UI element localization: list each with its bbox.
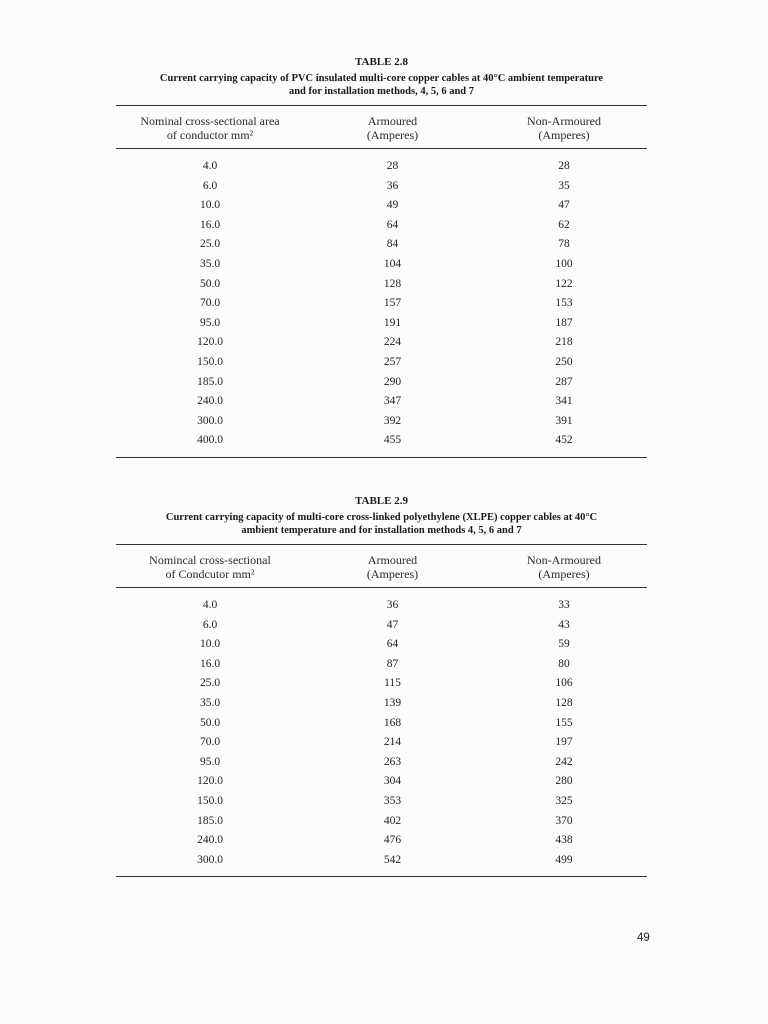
cell-non-armoured: 43 — [558, 618, 570, 631]
cell-area: 400.0 — [197, 434, 223, 447]
cell-area: 120.0 — [197, 336, 223, 349]
cell-armoured: 157 — [383, 297, 402, 310]
cell-area: 240.0 — [197, 834, 223, 847]
table-row — [116, 733, 647, 753]
cell-area: 150.0 — [197, 794, 223, 807]
cell-armoured: 28 — [386, 160, 399, 172]
cell-non-armoured: 499 — [555, 853, 573, 866]
table-row — [116, 431, 647, 451]
table-row — [116, 616, 647, 636]
table-row — [116, 655, 647, 675]
table-row — [116, 412, 647, 432]
cell-area: 35.0 — [199, 696, 221, 709]
table-row — [116, 812, 647, 832]
table-row — [116, 694, 647, 714]
table-row — [116, 831, 647, 851]
table-row — [116, 635, 647, 655]
cell-non-armoured: 325 — [555, 794, 573, 807]
caption-line-1: Current carrying capacity of PVC insulated multi-core copper cables at 40°C ambient temperature — [159, 73, 604, 84]
cell-armoured: 36 — [386, 179, 399, 192]
table-row — [116, 851, 647, 871]
cell-non-armoured: 287 — [555, 375, 573, 388]
table-caption — [116, 72, 647, 98]
cell-non-armoured: 438 — [555, 834, 573, 847]
cell-armoured: 353 — [383, 794, 402, 807]
table-row — [116, 353, 647, 373]
cell-non-armoured: 187 — [555, 316, 573, 329]
table-header — [116, 545, 647, 587]
cell-non-armoured: 80 — [558, 657, 570, 670]
cell-armoured: 304 — [383, 775, 402, 788]
page-number: 49 — [637, 932, 650, 944]
cell-non-armoured: 155 — [555, 716, 573, 729]
cell-armoured: 191 — [383, 316, 402, 329]
cell-non-armoured: 391 — [555, 414, 573, 427]
cell-area: 35.0 — [199, 257, 221, 270]
table-body — [116, 588, 647, 876]
cell-armoured: 128 — [383, 277, 402, 290]
header-non-armoured: Non-Armoured (Amperes) — [527, 553, 601, 581]
cell-armoured: 49 — [386, 199, 399, 212]
header-area: Nomincal cross-sectional of Condcutor mm² — [149, 553, 271, 581]
cell-non-armoured: 250 — [555, 355, 573, 368]
cell-armoured: 64 — [386, 638, 399, 651]
cell-non-armoured: 35 — [558, 179, 570, 192]
cell-area: 16.0 — [199, 218, 221, 231]
cell-area: 185.0 — [197, 375, 223, 388]
cell-area: 95.0 — [199, 316, 221, 329]
cell-area: 150.0 — [197, 355, 223, 368]
cell-armoured: 47 — [386, 618, 399, 631]
cell-armoured: 224 — [383, 336, 402, 349]
cell-armoured: 347 — [383, 395, 402, 408]
cell-non-armoured: 62 — [558, 218, 570, 231]
table-2-8-block — [116, 55, 647, 458]
cell-armoured: 36 — [386, 599, 399, 611]
cell-armoured: 214 — [383, 736, 402, 749]
bottom-rule — [116, 876, 647, 877]
cell-non-armoured: 242 — [555, 755, 573, 768]
cell-armoured: 115 — [384, 677, 401, 690]
cell-armoured: 402 — [383, 814, 402, 827]
table-row — [116, 772, 647, 792]
cell-area: 95.0 — [199, 755, 221, 768]
table-row — [116, 314, 647, 334]
cell-area: 50.0 — [199, 716, 221, 729]
cell-non-armoured: 78 — [558, 238, 570, 251]
caption-line-2: ambient temperature and for installation methods 4, 5, 6 and 7 — [241, 525, 522, 536]
cell-area: 4.0 — [202, 160, 218, 172]
cell-armoured: 84 — [386, 238, 399, 251]
bottom-rule — [116, 457, 647, 458]
cell-armoured: 455 — [383, 434, 402, 447]
cell-armoured: 104 — [383, 257, 402, 270]
cell-non-armoured: 128 — [555, 696, 573, 709]
cell-non-armoured: 33 — [558, 599, 570, 611]
table-row — [116, 373, 647, 393]
cell-non-armoured: 280 — [555, 775, 573, 788]
cell-area: 4.0 — [202, 599, 218, 611]
cell-non-armoured: 218 — [555, 336, 573, 349]
caption-line-2: and for installation methods, 4, 5, 6 and 7 — [288, 86, 475, 97]
cell-area: 10.0 — [199, 199, 221, 212]
table-row — [116, 674, 647, 694]
cell-armoured: 290 — [383, 375, 402, 388]
table-row — [116, 333, 647, 353]
cell-area: 25.0 — [199, 238, 221, 251]
header-armoured: Armoured (Amperes) — [366, 114, 419, 142]
table-row — [116, 294, 647, 314]
table-body — [116, 149, 647, 457]
cell-non-armoured: 452 — [555, 434, 573, 447]
cell-armoured: 168 — [383, 716, 402, 729]
table-row — [116, 596, 647, 616]
table-2-9-block — [116, 494, 647, 877]
table-row — [116, 392, 647, 412]
table-row — [116, 216, 647, 236]
cell-non-armoured: 59 — [558, 638, 570, 651]
cell-area: 70.0 — [199, 297, 221, 310]
table-row — [116, 177, 647, 197]
cell-non-armoured: 106 — [555, 677, 573, 690]
table-row — [116, 792, 647, 812]
cell-non-armoured: 197 — [555, 736, 573, 749]
cell-area: 300.0 — [197, 414, 223, 427]
table-row — [116, 753, 647, 773]
cell-area: 10.0 — [199, 638, 221, 651]
table-header — [116, 106, 647, 148]
cell-area: 50.0 — [199, 277, 221, 290]
header-armoured: Armoured (Amperes) — [366, 553, 419, 581]
table-row — [116, 714, 647, 734]
cell-armoured: 476 — [383, 834, 402, 847]
cell-armoured: 257 — [383, 355, 402, 368]
cell-non-armoured: 153 — [555, 297, 573, 310]
cell-area: 6.0 — [202, 618, 218, 631]
cell-area: 25.0 — [199, 677, 221, 690]
cell-armoured: 139 — [383, 696, 402, 709]
header-area: Nominal cross-sectional area of conductor mm² — [140, 114, 280, 142]
cell-armoured: 87 — [386, 657, 399, 670]
table-title: TABLE 2.8 — [355, 56, 408, 68]
table-row — [116, 255, 647, 275]
cell-area: 185.0 — [197, 814, 223, 827]
cell-non-armoured: 100 — [555, 257, 573, 270]
cell-armoured: 263 — [383, 755, 402, 768]
cell-non-armoured: 341 — [555, 395, 573, 408]
table-title: TABLE 2.9 — [355, 495, 408, 507]
table-row — [116, 196, 647, 216]
cell-non-armoured: 370 — [555, 814, 573, 827]
cell-area: 16.0 — [199, 657, 221, 670]
table-caption — [116, 511, 647, 537]
table-row — [116, 235, 647, 255]
table-row — [116, 157, 647, 177]
cell-area: 240.0 — [197, 395, 223, 408]
caption-line-1: Current carrying capacity of multi-core cross-linked polyethylene (XLPE) copper cables at 40°C — [165, 512, 598, 523]
cell-area: 70.0 — [199, 736, 221, 749]
cell-armoured: 542 — [383, 853, 402, 866]
table-row — [116, 275, 647, 295]
cell-armoured: 392 — [383, 414, 402, 427]
cell-area: 6.0 — [202, 179, 218, 192]
cell-non-armoured: 28 — [558, 160, 570, 172]
cell-area: 300.0 — [197, 853, 223, 866]
cell-non-armoured: 47 — [558, 199, 570, 212]
cell-non-armoured: 122 — [555, 277, 573, 290]
cell-area: 120.0 — [197, 775, 223, 788]
cell-armoured: 64 — [386, 218, 399, 231]
header-non-armoured: Non-Armoured (Amperes) — [527, 114, 601, 142]
